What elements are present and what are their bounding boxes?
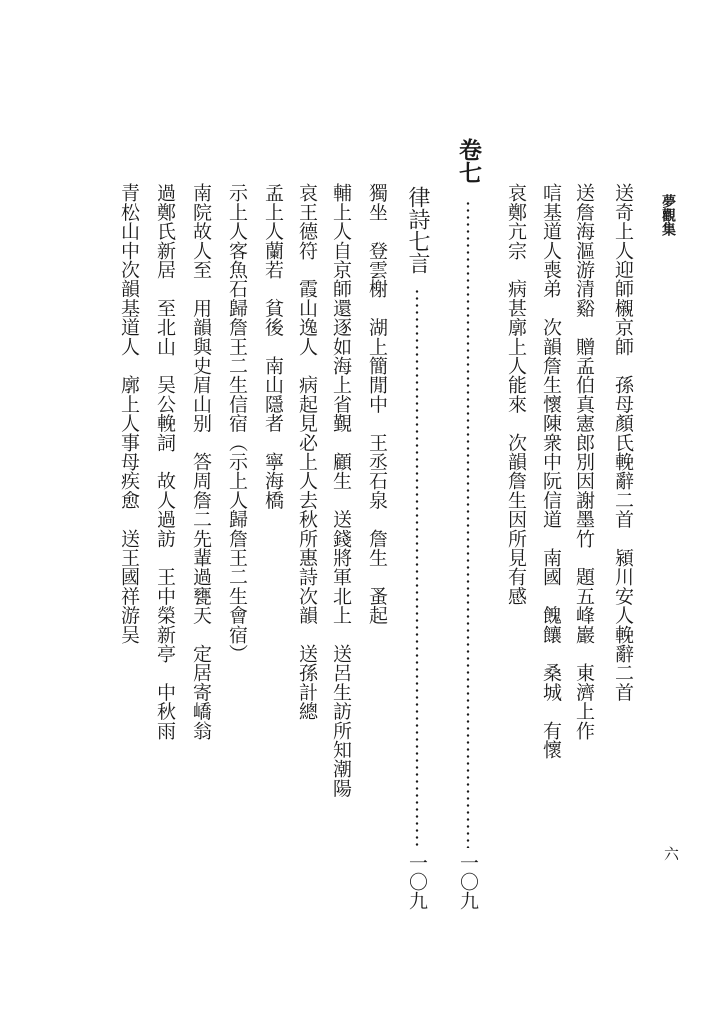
page-folio: 六 [664, 845, 680, 863]
toc-line: 送詹海漚游清谿 贈孟伯真憲郎別因謝墨竹 題五峰巖 東濟上作 [573, 183, 595, 740]
book-title: 夢觀集 [660, 194, 676, 236]
toc-line: 過鄭氏新居 至北山 吴公輓詞 故人過訪 王中榮新亭 中秋雨 [154, 183, 176, 740]
toc-line: 唁基道人喪弟 次韻詹生懷陳衆中阮信道 南國 餽饟 桑城 有懷 [540, 183, 562, 759]
toc-line: 南院故人至 用韻與史眉山别 答周詹二先輩過甕天 定居寄嶠翁 [190, 183, 212, 740]
toc-line: 孟上人蘭若 貧後 南山隱者 寧海橋 [262, 183, 284, 510]
page-number: 一〇九 [406, 853, 428, 910]
toc-line: 獨坐 登雲榭 湖上簡閒中 王丞石泉 詹生 蚤起 [366, 183, 388, 625]
toc-line: 哀王德符 霞山逸人 病起見必上人去秋所惠詩次韻 送孫計總 [296, 183, 318, 721]
toc-line: 送奇上人迎師櫬京師 孫母顏氏輓辭二首 潁川安人輓辭二首 [612, 183, 634, 702]
toc-line: 青松山中次韻基道人 廓上人事母疾愈 送王國祥游吴 [118, 183, 140, 644]
toc-line: 輔上人自京師還逐如海上省覲 顧生 送錢將軍北上 送呂生訪所知潮陽 [330, 183, 352, 798]
page-number: 一〇九 [457, 853, 479, 910]
leader-dots [466, 200, 470, 848]
toc-line: 哀鄭亢宗 病甚廓上人能來 次韻詹生因所見有感 [505, 183, 527, 606]
section-heading: 律詩七言 [405, 186, 430, 274]
volume-heading: 卷七 [455, 138, 482, 184]
leader-dots [415, 288, 419, 848]
toc-line: 示上人客魚石歸詹王二生信宿（示上人歸詹王二生會宿） [226, 183, 248, 663]
